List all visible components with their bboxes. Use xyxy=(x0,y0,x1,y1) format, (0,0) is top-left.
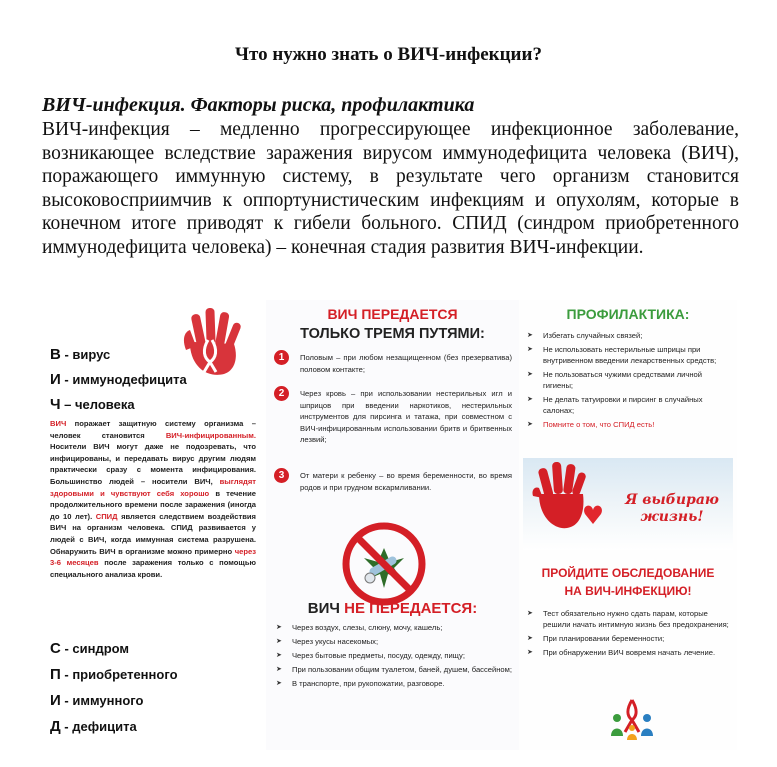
list-item: ➤ Тест обязательно нужно сдать парам, которые решили начать интимную жизнь без предохранения; xyxy=(527,608,731,630)
hiv-acronym-line: Ч – человека xyxy=(50,396,135,413)
list-item: ➤ Через укусы насекомых; xyxy=(276,636,512,647)
prevention-heading: ПРОФИЛАКТИКА: xyxy=(566,306,690,322)
list-item: ➤ Через бытовые предметы, посуду, одежду, пищу; xyxy=(276,650,512,661)
aids-acronym-line: П - приобретенного xyxy=(50,666,178,683)
hiv-acronym-line: В - вирус xyxy=(50,346,111,363)
number-badge: 3 xyxy=(274,468,289,483)
aids-acronym-line: Д - дефицита xyxy=(50,718,137,735)
brochure-panel-right xyxy=(519,300,737,750)
not-transmitted-heading: ВИЧ НЕ ПЕРЕДАЕТСЯ: xyxy=(307,600,478,617)
reminder: ➤ Помните о том, что СПИД есть! xyxy=(527,419,731,430)
list-item: ➤ При планировании беременности; xyxy=(527,633,731,644)
number-badge: 2 xyxy=(274,386,289,401)
slogan-poster xyxy=(523,458,733,550)
hiv-description: ВИЧ поражает защитную систему организма – человек становится ВИЧ-инфицированным. Носители ВИЧ могут даже не подозревать, что инфицированы, и передавать вирус другим людям практически сразу с момента инфицирования. Большинство людей – носители ВИЧ, выглядят здоровыми и чувствуют себя хорошо в течение продолжительного времени после заражения (иногда до 10 лет). СПИД является следствием воздействия ВИЧ на организм человека. СПИД развивается у людей с ВИЧ, когда иммунная система разрушена. Обнаружить ВИЧ в организме можно примерно через 3-6 месяцев после заражения только с помощью специального анализа крови. xyxy=(50,419,256,579)
list-item: ➤ Не пользоваться чужими средствами личной гигиены; xyxy=(527,369,731,391)
intro-paragraph: ВИЧ-инфекция – медленно прогрессирующее инфекционное заболевание, возникающее вследствие заражения вирусом иммунодефицита человека (ВИЧ), поражающего иммунную систему, в результате чего организм становится высоковосприимчив к оппортунистическим инфекциям и опухолям, которые в конечном итоге приводят к гибели больного. СПИД (синдром приобретенного иммунодефицита человека) – конечная стадия развития ВИЧ-инфекции. xyxy=(42,119,739,258)
subheading: ВИЧ-инфекция. Факторы риска, профилактика xyxy=(42,94,475,116)
transmission-way: 2 Через кровь – при использовании нестерильных игл и шприцов при введении наркотиков, нестерильных инструментов для пирсинга и татажа, при совместном с ВИЧ-инфицированным использовании бритв и бритвенных лезвий; xyxy=(274,388,512,446)
heart-hand-icon xyxy=(527,462,613,546)
transmission-way: 3 От матери к ребенку – во время беременности, во время родов и при грудном вскармливании. xyxy=(274,470,512,493)
transmission-subheading: ТОЛЬКО ТРЕМЯ ПУТЯМИ: xyxy=(300,326,485,342)
hiv-acronym-line: И - иммунодефицита xyxy=(50,371,187,388)
list-item: ➤ Через воздух, слезы, слюну, мочу, кашель; xyxy=(276,622,512,633)
aids-acronym-line: С - синдром xyxy=(50,640,130,657)
prohibit-drugs-icon xyxy=(338,518,430,610)
test-list xyxy=(527,608,731,661)
brochure-panel-middle xyxy=(266,300,519,750)
not-transmitted-list xyxy=(276,622,512,692)
test-heading: ПРОЙДИТЕ ОБСЛЕДОВАНИЕ НА ВИЧ-ИНФЕКЦИЮ! xyxy=(541,566,715,598)
list-item: ➤ Избегать случайных связей; xyxy=(527,330,731,341)
doc-title: Что нужно знать о ВИЧ-инфекции? xyxy=(235,44,542,65)
list-item: ➤ Не делать татуировки и пирсинг в случайных салонах; xyxy=(527,394,731,416)
prevention-list xyxy=(527,330,731,433)
number-badge: 1 xyxy=(274,350,289,365)
list-item: ➤ При обнаружении ВИЧ вовремя начать лечение. xyxy=(527,647,731,658)
brochure-panel-left xyxy=(40,300,266,750)
aids-acronym-line: И - иммунного xyxy=(50,692,144,709)
slogan-text: Я выбираю жизнь! xyxy=(625,492,719,525)
red-hand-icon xyxy=(174,306,246,380)
list-item: ➤ Не использовать нестерильные шприцы при внутривенном введении лекарственных средств; xyxy=(527,344,731,366)
list-item: ➤ В транспорте, при рукопожатии, разговоре. xyxy=(276,678,512,689)
transmission-way: 1 Половым – при любом незащищенном (без презерватива) половом контакте; xyxy=(274,352,512,375)
transmission-heading: ВИЧ ПЕРЕДАЕТСЯ xyxy=(327,306,458,322)
family-ribbon-logo-icon xyxy=(607,692,657,742)
list-item: ➤ При пользовании общим туалетом, баней, душем, бассейном; xyxy=(276,664,512,675)
